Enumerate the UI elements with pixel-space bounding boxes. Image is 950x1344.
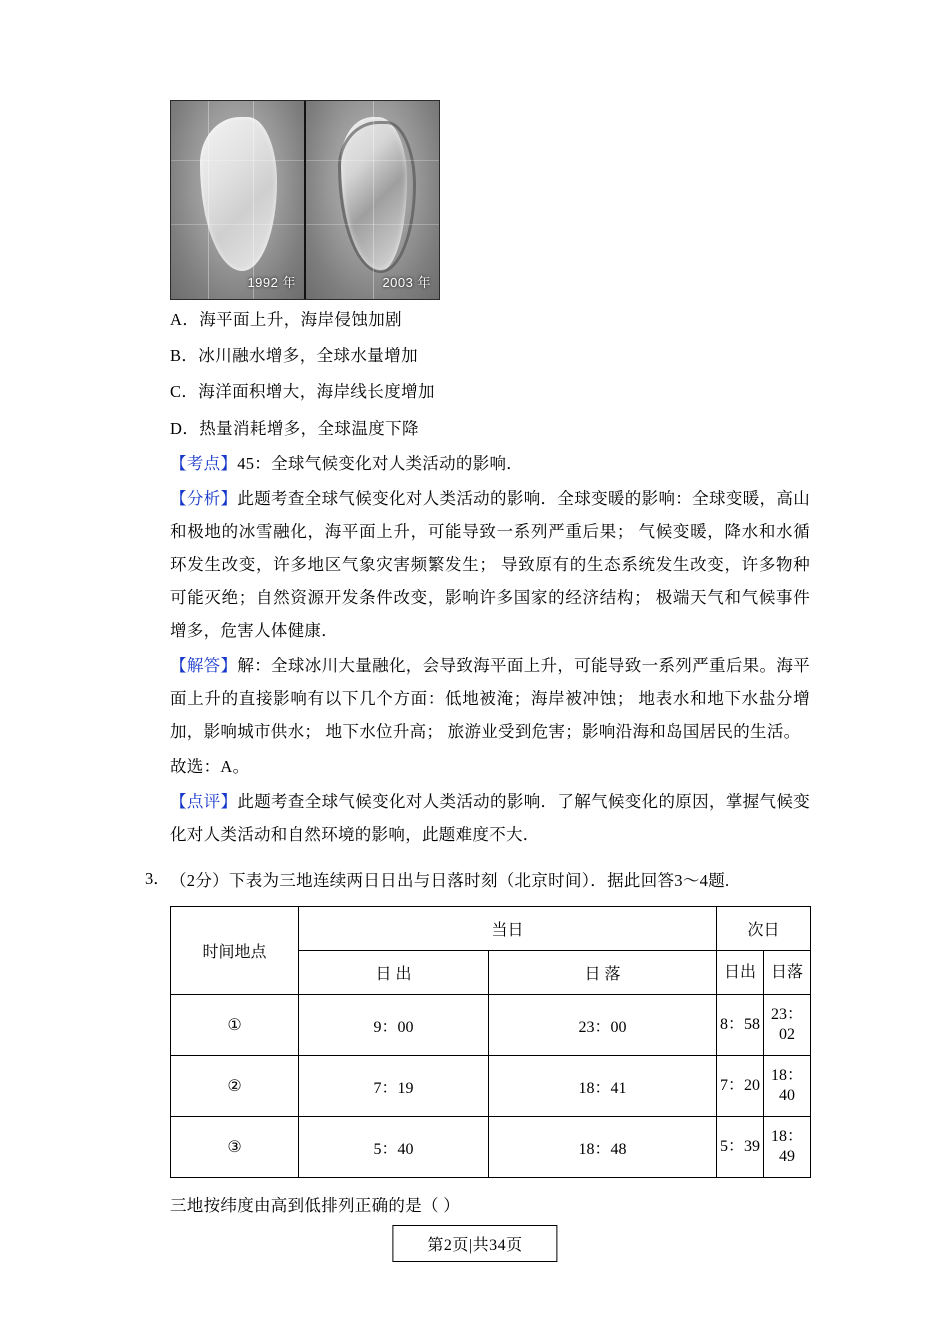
cell-next-sunrise: 7：20 bbox=[717, 1056, 764, 1117]
header-sunrise: 日 出 bbox=[299, 951, 489, 995]
grid-line-vertical bbox=[373, 101, 374, 299]
page-footer: 第2页|共34页 bbox=[392, 1225, 557, 1262]
dianping-block bbox=[170, 785, 810, 851]
grid-line-horizontal bbox=[306, 224, 439, 225]
fenxi-tag: 【分析】 bbox=[170, 488, 238, 508]
header-next-sunset: 日落 bbox=[764, 951, 811, 995]
grid-line-horizontal bbox=[171, 224, 304, 225]
ice-sheet-shape-1992 bbox=[200, 117, 277, 271]
jieda-block bbox=[170, 649, 810, 748]
header-sunset: 日 落 bbox=[489, 951, 717, 995]
cell-sunset: 18：48 bbox=[489, 1117, 717, 1178]
cell-next-sunset: 18：49 bbox=[764, 1117, 811, 1178]
kaodian-text: 45：全球气候变化对人类活动的影响． bbox=[237, 453, 524, 473]
table-header-row-1 bbox=[171, 907, 811, 951]
option-c: C．海洋面积增大，海岸线长度增加 bbox=[170, 382, 435, 402]
year-label-right: 2003 年 bbox=[382, 275, 431, 290]
option-a: A．海平面上升，海岸侵蚀加剧 bbox=[170, 310, 403, 329]
cell-next-sunset: 18：40 bbox=[764, 1056, 811, 1117]
question-3 bbox=[145, 865, 810, 1216]
cell-sunrise: 7：19 bbox=[299, 1056, 489, 1117]
cell-next-sunrise: 5：39 bbox=[717, 1117, 764, 1178]
table-row bbox=[171, 1056, 811, 1117]
table-row bbox=[171, 995, 811, 1056]
year-label-left: 1992 年 bbox=[247, 275, 296, 290]
grid-line-horizontal bbox=[171, 160, 304, 161]
question-3-tail: 三地按纬度由高到低排列正确的是（ ） bbox=[170, 1196, 461, 1216]
cell-sunset: 18：41 bbox=[489, 1056, 717, 1117]
grid-line-horizontal bbox=[306, 160, 439, 161]
sunrise-sunset-table bbox=[170, 906, 811, 1178]
cell-next-sunrise: 8：58 bbox=[717, 995, 764, 1056]
ice-retreat-outline bbox=[338, 121, 416, 274]
fenxi-block bbox=[170, 482, 810, 647]
grid-line-vertical bbox=[253, 101, 254, 299]
satellite-panel-2003 bbox=[304, 101, 439, 299]
cell-place: ③ bbox=[171, 1117, 299, 1178]
jieda-text: 解：全球冰川大量融化，会导致海平面上升，可能导致一系列严重后果。海平面上升的直接影响有以下几个方面：低地被淹；海岸被冲蚀； 地表水和地下水盐分增加，影响城市供水； 地下水位升高； 旅游业受到危害；影响沿海和岛国居民的生活。 bbox=[170, 655, 810, 741]
grid-line-vertical bbox=[208, 101, 209, 299]
cell-next-sunset: 23：02 bbox=[764, 995, 811, 1056]
cell-sunrise: 5：40 bbox=[299, 1117, 489, 1178]
option-b: B．冰川融水增多，全球水量增加 bbox=[170, 346, 419, 366]
option-d: D．热量消耗增多，全球温度下降 bbox=[170, 418, 419, 438]
header-next-sunrise: 日出 bbox=[717, 951, 764, 995]
question-3-stem: （2分）下表为三地连续两日日出与日落时刻（北京时间）．据此回答3～4题. bbox=[170, 870, 730, 890]
dianping-tag: 【点评】 bbox=[170, 791, 238, 811]
header-next-day: 次日 bbox=[717, 907, 811, 951]
page-content bbox=[145, 100, 810, 1216]
fenxi-text: 此题考查全球气候变化对人类活动的影响．全球变暖的影响：全球变暖，高山和极地的冰雪融化，海平面上升，可能导致一系列严重后果； 气候变暖，降水和水循环发生改变，许多地区气象灾害频繁发生； 导致原有的生态系统发生改变，许多物种可能灭绝；自然资源开发条件改变，影响许多国家的经济结构； 极端天气和气候事件增多，危害人体健康． bbox=[170, 488, 810, 640]
dianping-text: 此题考查全球气候变化对人类活动的影响．了解气候变化的原因，掌握气候变化对人类活动和自然环境的影响，此题难度不大． bbox=[170, 791, 810, 844]
cell-sunset: 23：00 bbox=[489, 995, 717, 1056]
cell-place: ② bbox=[171, 1056, 299, 1117]
header-place: 时间地点 bbox=[171, 907, 299, 995]
header-today: 当日 bbox=[299, 907, 717, 951]
cell-place: ① bbox=[171, 995, 299, 1056]
jieda-tag: 【解答】 bbox=[170, 655, 238, 675]
satellite-comparison-figure bbox=[170, 100, 440, 300]
cell-sunrise: 9：00 bbox=[299, 995, 489, 1056]
kaodian-tag: 【考点】 bbox=[170, 453, 238, 473]
table-row bbox=[171, 1117, 811, 1178]
question-3-number: 3． bbox=[145, 868, 170, 888]
jieda-answer: 故选：A。 bbox=[170, 756, 250, 776]
kaodian-block bbox=[170, 447, 810, 480]
satellite-panel-1992 bbox=[171, 101, 304, 299]
